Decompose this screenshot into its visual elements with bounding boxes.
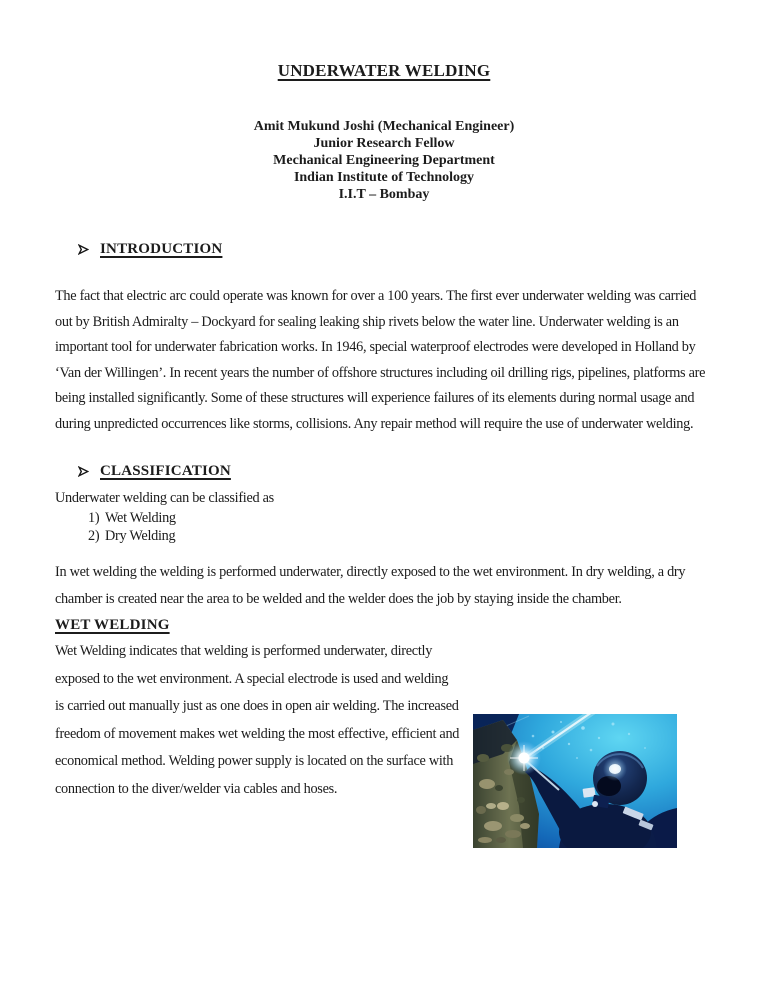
classification-heading-label: CLASSIFICATION bbox=[100, 463, 231, 479]
author-line-campus: I.I.T – Bombay bbox=[338, 187, 430, 202]
author-line-department: Mechanical Engineering Department bbox=[273, 153, 495, 168]
arrow-bullet-icon bbox=[78, 244, 89, 255]
list-item-number: 2) bbox=[88, 527, 100, 544]
list-item-dry-welding bbox=[88, 528, 713, 546]
document-title: UNDERWATER WELDING bbox=[277, 61, 491, 80]
list-item-label: Dry Welding bbox=[105, 527, 176, 544]
classification-lead: Underwater welding can be classified as bbox=[55, 490, 274, 506]
introduction-heading-label: INTRODUCTION bbox=[100, 241, 223, 257]
classification-heading bbox=[55, 463, 713, 480]
classification-paragraph: In wet welding the welding is performed underwater, directly exposed to the wet environment. In dry welding, a dry chamber is created near the area to be welded and the welder does the job by staying inside the chamber. bbox=[55, 564, 686, 607]
classification-list bbox=[55, 510, 713, 545]
wet-welding-paragraph: Wet Welding indicates that welding is performed underwater, directly exposed to the wet environment. A special electrode is used and welding is carried out manually just as one does in open air welding. The increased freedom of movement makes wet welding the most effective, efficient and economical method. Welding power supply is located on the surface with connection to the diver/welder via cables and hoses. bbox=[55, 643, 460, 797]
wet-welding-heading-label: WET WELDING bbox=[55, 617, 170, 633]
wet-welding-heading bbox=[55, 617, 713, 634]
author-block bbox=[55, 118, 713, 203]
list-item-wet-welding bbox=[88, 510, 713, 528]
list-item-number: 1) bbox=[88, 510, 100, 526]
author-line-name: Amit Mukund Joshi (Mechanical Engineer) bbox=[253, 119, 515, 134]
introduction-paragraph: The fact that electric arc could operate was known for over a 100 years. The first ever underwater welding was carried out by British Admiralty – Dockyard for sealing leaking ship rivets below the water line. Underwater welding is an important tool for underwater fabrication works. In 1946, special waterproof electrodes were developed in Holland by ‘Van der Willingen’. In recent years the number of offshore structures including oil drilling rigs, pipelines, platforms are being installed significantly. Some of these structures will experience failures of its elements during normal usage and during unpredicted occurrences like storms, collisions. Any repair method will require the use of underwater welding. bbox=[55, 288, 706, 432]
list-item-label: Wet Welding bbox=[105, 510, 176, 526]
introduction-heading bbox=[55, 241, 713, 258]
author-line-institute: Indian Institute of Technology bbox=[293, 170, 475, 185]
author-line-role: Junior Research Fellow bbox=[313, 136, 455, 151]
arrow-bullet-icon bbox=[78, 466, 89, 477]
underwater-welding-photo bbox=[473, 714, 677, 848]
